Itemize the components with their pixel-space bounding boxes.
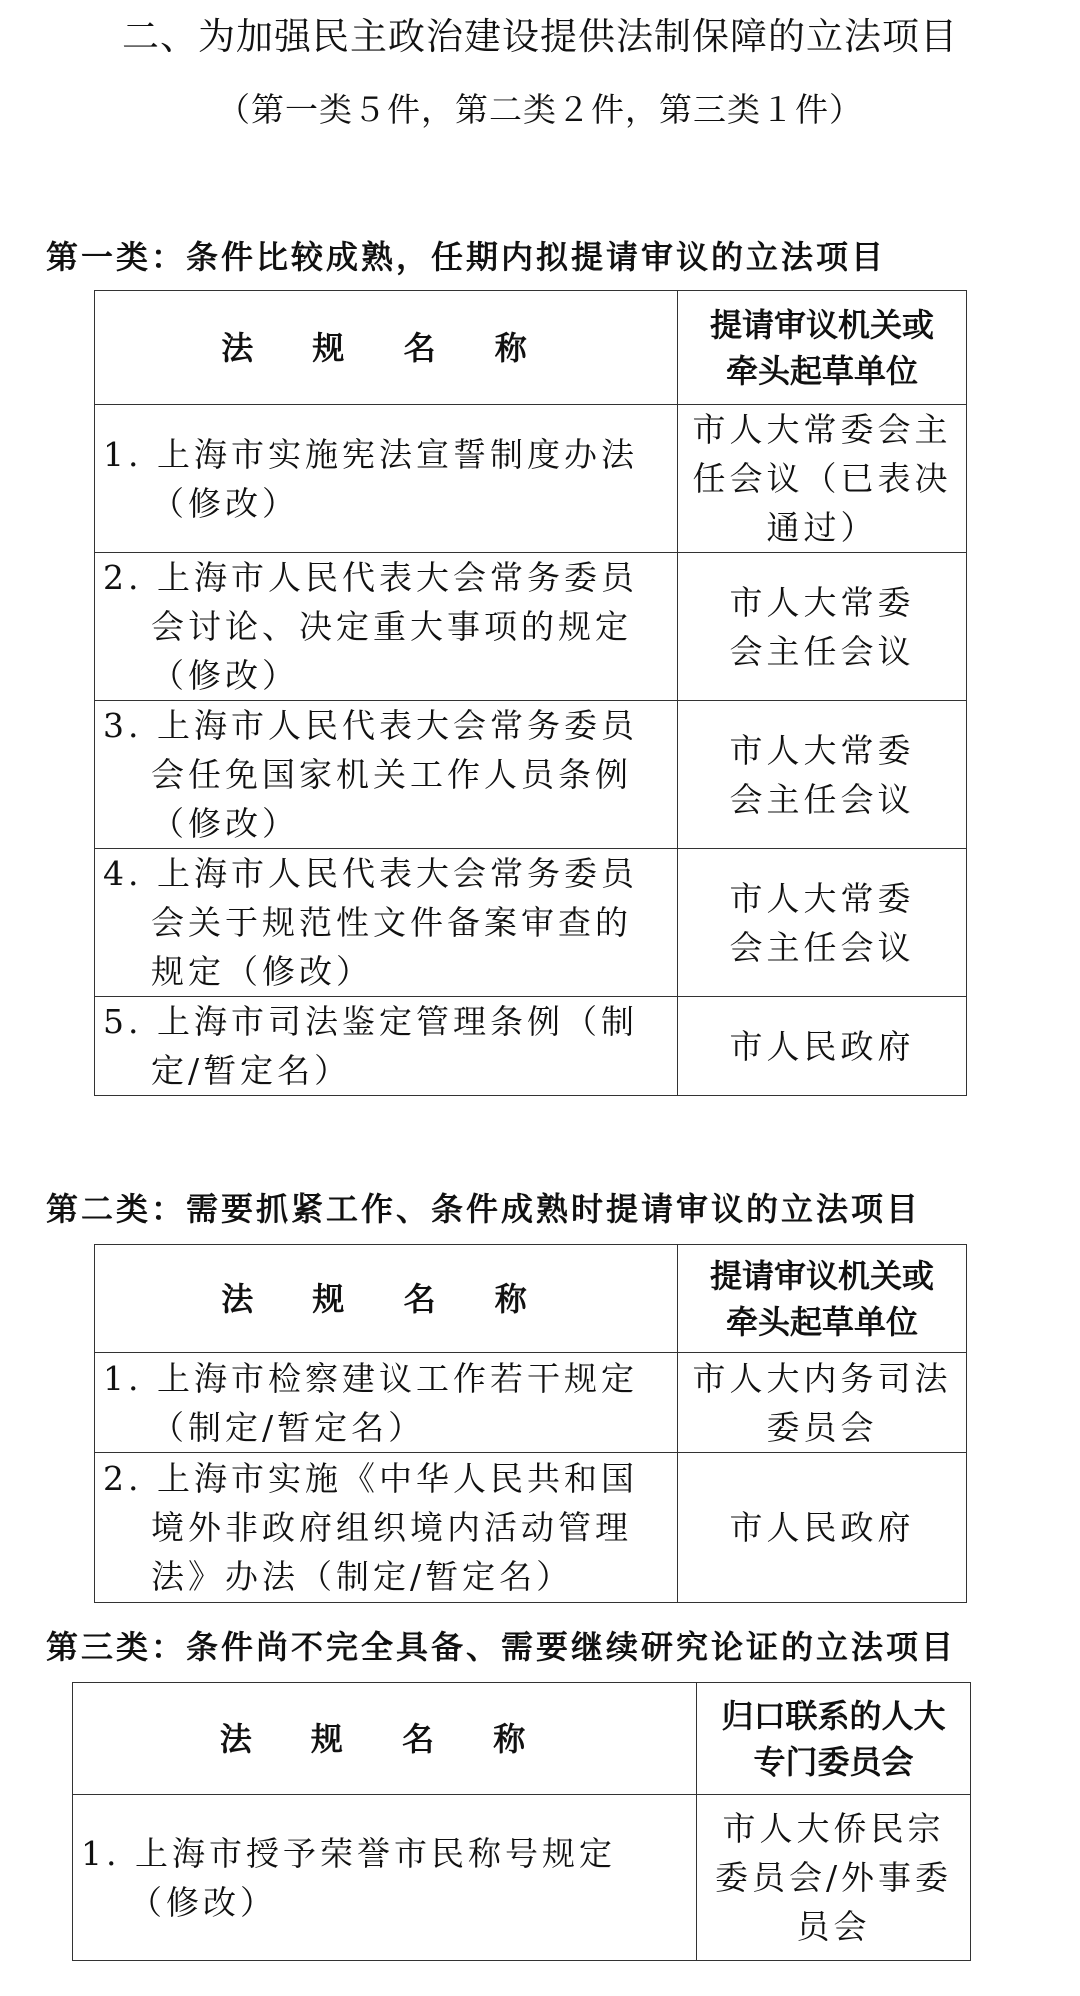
column-header-name: 法 规 名 称 [95, 291, 678, 405]
liaison-committee: 市人大侨民宗委员会/外事委员会 [697, 1795, 971, 1961]
column-header-org: 提请审议机关或牵头起草单位 [678, 291, 967, 405]
section-heading: 第一类：条件比较成熟，任期内拟提请审议的立法项目 [46, 238, 887, 276]
page-subtitle: （第一类５件，第二类２件，第三类１件） [217, 90, 863, 129]
table-row [95, 849, 967, 997]
table-row [95, 405, 967, 553]
table-row [95, 997, 967, 1096]
law-table [94, 290, 967, 1096]
drafting-body: 市人大常委会主任会议 [678, 553, 967, 701]
drafting-body: 市人大常委会主任会议（已表决通过） [678, 405, 967, 553]
law-table [94, 1244, 967, 1603]
table-row [73, 1795, 971, 1961]
table-row [95, 553, 967, 701]
column-header-org: 提请审议机关或牵头起草单位 [678, 1245, 967, 1353]
drafting-body: 市人民政府 [678, 1453, 967, 1603]
column-header-org: 归口联系的人大专门委员会 [697, 1683, 971, 1795]
column-header-name: 法 规 名 称 [73, 1683, 697, 1795]
column-header-name: 法 规 名 称 [95, 1245, 678, 1353]
law-name: 1. 上海市授予荣誉市民称号规定（修改） [73, 1795, 697, 1961]
section-heading: 第二类：需要抓紧工作、条件成熟时提请审议的立法项目 [46, 1190, 922, 1228]
page-title: 二、为加强民主政治建设提供法制保障的立法项目 [122, 15, 958, 58]
law-name: 3. 上海市人民代表大会常务委员会任免国家机关工作人员条例（修改） [95, 701, 678, 849]
drafting-body: 市人民政府 [678, 997, 967, 1096]
law-name: 2. 上海市实施《中华人民共和国境外非政府组织境内活动管理法》办法（制定/暂定名） [95, 1453, 678, 1603]
table-row [95, 701, 967, 849]
drafting-body: 市人大常委会主任会议 [678, 849, 967, 997]
law-name: 2. 上海市人民代表大会常务委员会讨论、决定重大事项的规定（修改） [95, 553, 678, 701]
law-table [72, 1682, 971, 1961]
law-name: 1. 上海市检察建议工作若干规定（制定/暂定名） [95, 1353, 678, 1453]
drafting-body: 市人大内务司法委员会 [678, 1353, 967, 1453]
section-heading: 第三类：条件尚不完全具备、需要继续研究论证的立法项目 [46, 1628, 957, 1666]
drafting-body: 市人大常委会主任会议 [678, 701, 967, 849]
law-name: 4. 上海市人民代表大会常务委员会关于规范性文件备案审查的规定（修改） [95, 849, 678, 997]
table-row [95, 1353, 967, 1453]
table-row [95, 1453, 967, 1603]
law-name: 5. 上海市司法鉴定管理条例（制定/暂定名） [95, 997, 678, 1096]
law-name: 1. 上海市实施宪法宣誓制度办法（修改） [95, 405, 678, 553]
